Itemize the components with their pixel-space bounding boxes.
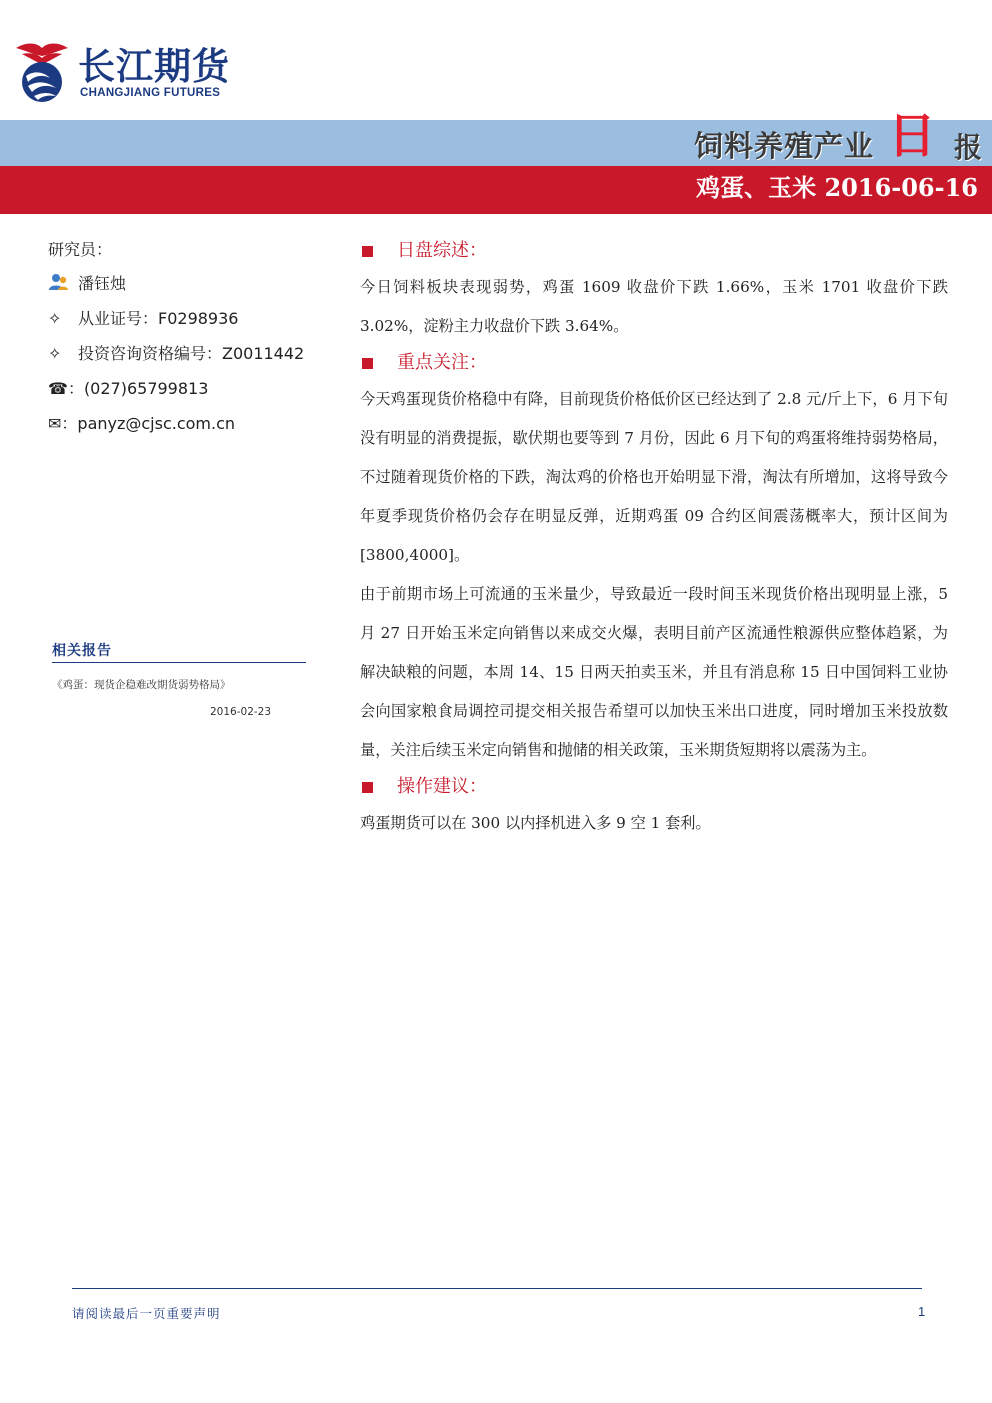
company-logo: [12, 40, 252, 110]
license-row: [48, 309, 318, 329]
consult-license-row: [48, 344, 318, 364]
consult-license-number: 投资咨询资格编号：Z0011442: [78, 344, 305, 363]
report-title: 饲料养殖产业: [693, 129, 874, 163]
report-subtitle: 鸡蛋、玉米 2016-06-16: [696, 173, 978, 202]
footer-disclaimer-note: 请阅读最后一页重要声明: [72, 1306, 221, 1321]
related-report-title[interactable]: 《鸡蛋：现货企稳难改期货弱势格局》: [52, 679, 231, 691]
section-title-daily-summary: 日盘综述：: [397, 240, 487, 261]
phone-icon: ☎: [48, 379, 68, 398]
paragraph: 由于前期市场上可流通的玉米量少，导致最近一段时间玉米现货价格出现明显上涨，5 月 27 日开始玉米定向销售以来成交火爆，表明目前产区流通性粮源供应整体趋紧，为解决缺粮的问题，本周 14、15 日两天拍卖玉米，并且有消息称 15 日中国饲料工业协会向国家粮食局调控司提交相关报告希望可以加快玉米出口进度，同时增加玉米投放数量，关注后续玉米定向销售和抛储的相关政策，玉米期货短期将以震荡为主。: [360, 585, 948, 759]
related-report-date: 2016-02-23: [210, 706, 272, 718]
related-reports-title: 相关报告: [52, 640, 306, 663]
square-bullet-icon: [362, 358, 373, 369]
brand-name-cn: 长江期货: [78, 44, 230, 88]
license-number: 从业证号：F0298936: [78, 309, 239, 328]
diamond-bullet-icon: ✧: [48, 344, 62, 363]
email-address[interactable]: ：panyz@cjsc.com.cn: [61, 414, 236, 433]
section-heading: [360, 772, 948, 802]
paragraph: 鸡蛋期货可以在 300 以内择机进入多 9 空 1 套利。: [360, 814, 711, 832]
analyst-name-row: [48, 274, 318, 294]
paragraph: 今天鸡蛋现货价格稳中有降，目前现货价格低价区已经达到了 2.8 元/斤上下，6 月下旬没有明显的消费提振，歇伏期也要等到 7 月份，因此 6 月下旬的鸡蛋将维持弱势格局，不过随着现货价格的下跌，淘汰鸡的价格也开始明显下滑，淘汰有所增加，这将导致今年夏季现货价格仍会存在明显反弹，近期鸡蛋 09 合约区间震荡概率大，预计区间为[3800,4000]。: [360, 390, 948, 564]
analyst-info: [48, 240, 318, 449]
page-number: 1: [918, 1304, 926, 1319]
phone-number: ：(027)65799813: [67, 379, 209, 398]
footer-divider: [72, 1288, 922, 1289]
analyst-heading: 研究员：: [48, 240, 113, 259]
logo-emblem-icon: [12, 40, 72, 104]
section-title-trading-advice: 操作建议：: [397, 776, 487, 797]
section-heading: [360, 236, 948, 266]
person-icon: [48, 273, 78, 296]
phone-row: [48, 379, 318, 399]
diamond-bullet-icon: ✧: [48, 309, 62, 328]
square-bullet-icon: [362, 246, 373, 257]
related-reports: [52, 640, 306, 718]
square-bullet-icon: [362, 782, 373, 793]
email-row: [48, 414, 318, 434]
report-body: [360, 236, 948, 843]
section-heading: [360, 348, 948, 378]
analyst-name: 潘钰烛: [78, 274, 127, 293]
report-kind: 报: [953, 131, 982, 164]
paragraph: 今日饲料板块表现弱势，鸡蛋 1609 收盘价下跌 1.66%，玉米 1701 收盘价下跌 3.02%，淀粉主力收盘价下跌 3.64%。: [360, 278, 948, 335]
section-title-key-focus: 重点关注：: [397, 352, 487, 373]
report-day-glyph: 日: [888, 108, 937, 164]
envelope-icon: ✉: [48, 414, 62, 433]
brand-name-en: CHANGJIANG FUTURES: [80, 87, 221, 99]
